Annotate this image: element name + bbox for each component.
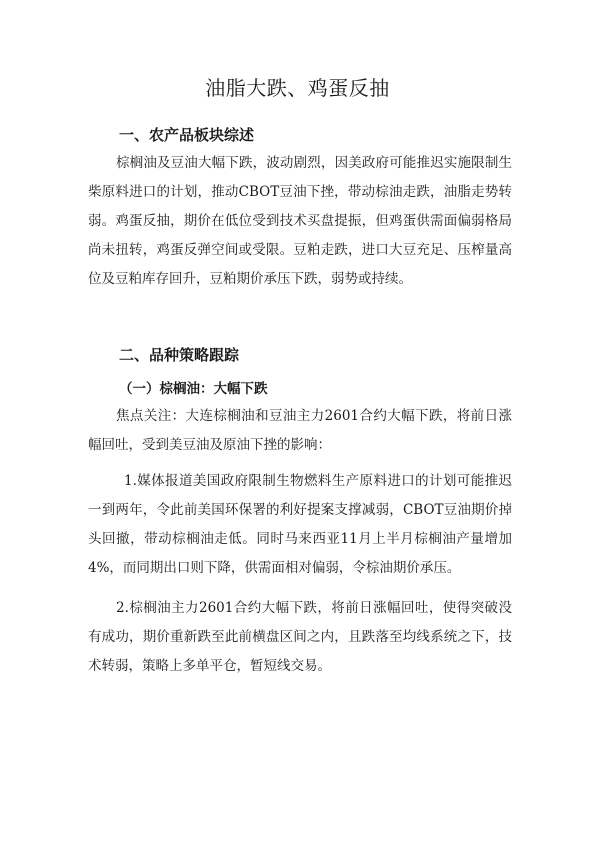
section-heading-overview: 一、农产品板块综述 [119, 126, 255, 144]
document-title: 油脂大跌、鸡蛋反抽 [205, 76, 390, 100]
list-item-2: 2.棕榈油主力2601合约大幅下跌，将前日涨幅回吐，使得突破没有成功，期价重新跌至此前横盘区间之内，且跌落至均线系统之下，技术转弱，策略上多单平仓，暂短线交易。 [88, 600, 512, 674]
overview-paragraph: 棕榈油及豆油大幅下跌，波动剧烈，因美政府可能推迟实施限制生柴原料进口的计划，推动CBOT豆油下挫，带动棕油走跌，油脂走势转弱。鸡蛋反抽，期价在低位受到技术买盘提振，但鸡蛋供需面偏弱格局尚未扭转，鸡蛋反弹空间或受限。豆粕走跌，进口大豆充足、压榨量高位及豆粕库存回升，豆粕期价承压下跌，弱势或持续。 [88, 155, 512, 287]
focus-paragraph: 焦点关注：大连棕榈油和豆油主力2601合约大幅下跌，将前日涨幅回吐，受到美豆油及原油下挫的影响： [88, 408, 512, 453]
section-heading-strategy: 二、品种策略跟踪 [119, 346, 240, 364]
list-item-1: 1.媒体报道美国政府限制生物燃料生产原料进口的计划可能推迟一到两年，令此前美国环保署的利好提案支撑减弱，CBOT豆油期价掉头回撤，带动棕榈油走低。同时马来西亚11月上半月棕榈油产量增加4%，而同期出口则下降，供需面相对偏弱，令棕油期价承压。 [88, 473, 512, 576]
subsection-heading-palm-oil: （一）棕榈油：大幅下跌 [119, 381, 268, 397]
